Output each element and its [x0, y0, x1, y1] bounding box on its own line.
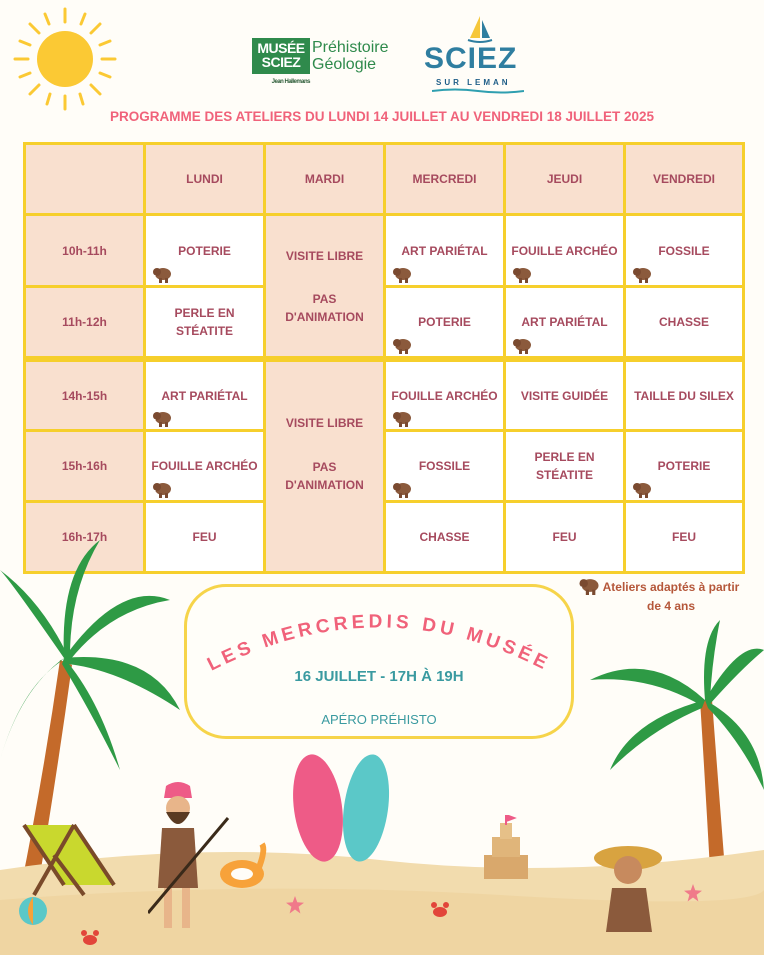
workshop-label: CHASSE: [658, 315, 709, 329]
logo-prehistoire: Préhistoire: [312, 39, 389, 56]
crab-icon: [430, 900, 450, 920]
starfish-icon: [684, 884, 702, 902]
workshop-cell: [626, 288, 742, 356]
logo-sciez: SCIEZ: [424, 42, 518, 75]
workshop-label: FEU: [192, 530, 217, 544]
workshop-label: FOSSILE: [658, 243, 710, 258]
workshop-cell: [506, 432, 623, 500]
schedule-table: [23, 142, 745, 574]
logo-geologie: Géologie: [312, 56, 377, 73]
workshop-label: PERLE EN STÉATITE: [174, 306, 235, 338]
workshop-cell: [506, 288, 623, 356]
workshop-cell: [386, 432, 503, 500]
workshop-label: FEU: [552, 530, 577, 544]
wave-icon: [432, 88, 524, 94]
column-header: MERCREDI: [386, 145, 503, 213]
workshop-label: ART PARIÉTAL: [161, 388, 248, 403]
mammoth-icon: [632, 266, 652, 283]
beach-ball-icon: [18, 896, 48, 926]
workshop-label: FOUILLE ARCHÉO: [151, 459, 258, 473]
workshop-cell: [506, 503, 623, 571]
workshop-label: VISITE LIBRE: [285, 248, 364, 263]
workshop-cell: [146, 362, 263, 429]
workshop-cell: [626, 362, 742, 429]
time-slot: 16h-17h: [26, 503, 143, 571]
workshop-cell: [626, 432, 742, 500]
table-corner: [26, 145, 143, 213]
workshop-label: TAILLE DU SILEX: [634, 388, 734, 403]
workshop-cell: [386, 503, 503, 571]
workshop-label: POTERIE: [418, 315, 471, 329]
event-title-text: LES MERCREDIS DU MUSÉE: [204, 611, 554, 676]
mammoth-icon: [152, 410, 172, 427]
child-icon: [592, 836, 672, 942]
workshop-cell-merged: [266, 362, 383, 571]
mammoth-icon: [152, 481, 172, 498]
workshop-cell: [146, 288, 263, 356]
time-slot: 11h-12h: [26, 288, 143, 356]
workshop-label: FOUILLE ARCHÉO: [391, 388, 498, 403]
workshop-label: VISITE GUIDÉE: [520, 388, 609, 403]
mammoth-icon: [392, 481, 412, 498]
mammoth-icon: [392, 337, 412, 354]
workshop-cell: [386, 216, 503, 285]
svg-text:LES MERCREDIS DU MUSÉE: [204, 611, 554, 675]
sun-icon: [10, 4, 120, 114]
workshop-cell: [626, 216, 742, 285]
workshop-label: ART PARIÉTAL: [401, 243, 488, 258]
caveman-icon: [148, 778, 238, 938]
workshop-cell: [506, 216, 623, 285]
workshop-cell: [146, 216, 263, 285]
mammoth-icon: [632, 481, 652, 498]
workshop-cell: [626, 503, 742, 571]
mammoth-icon: [152, 266, 172, 283]
workshop-label: VISITE LIBRE: [285, 416, 364, 430]
musee-logo: [252, 38, 310, 85]
workshop-cell-merged: [266, 216, 383, 356]
logo-musee-line-2: SCIEZ: [261, 54, 301, 70]
column-header: MARDI: [266, 145, 383, 213]
workshop-label: PAS D'ANIMATION: [285, 460, 364, 492]
crab-icon: [80, 928, 100, 948]
time-slot: 14h-15h: [26, 362, 143, 429]
sandcastle-icon: [478, 815, 534, 881]
column-header: JEUDI: [506, 145, 623, 213]
surfboard-icon: [290, 752, 400, 864]
workshop-label: FOUILLE ARCHÉO: [511, 243, 618, 258]
logo-text: [312, 39, 388, 73]
column-header: LUNDI: [146, 145, 263, 213]
mammoth-icon: [392, 266, 412, 283]
logo-sur-leman: SUR LEMAN: [436, 78, 511, 87]
logo-musee-sub: Jean Hallemans: [271, 79, 310, 85]
time-slot: 10h-11h: [26, 216, 143, 285]
workshop-label: POTERIE: [178, 243, 231, 258]
sailboat-icon: [466, 14, 494, 44]
mammoth-icon: [392, 410, 412, 427]
time-slot: 15h-16h: [26, 432, 143, 500]
workshop-cell: [386, 362, 503, 429]
workshop-label: FOSSILE: [418, 459, 471, 473]
workshop-cell: [506, 362, 623, 429]
workshop-label: FEU: [672, 530, 696, 544]
workshop-label: POTERIE: [657, 459, 711, 473]
event-date: 16 JUILLET - 17H À 19H: [294, 668, 464, 685]
page-title: PROGRAMME DES ATELIERS DU LUNDI 14 JUILLET AU VENDREDI 18 JUILLET 2025: [109, 109, 655, 124]
workshop-cell: [146, 432, 263, 500]
workshop-cell: [386, 288, 503, 356]
event-activity: APÉRO PRÉHISTO: [321, 712, 437, 727]
mammoth-icon: [512, 266, 532, 283]
logo-musee-line-1: MUSÉE: [257, 40, 305, 56]
workshop-label: CHASSE: [419, 530, 470, 544]
mammoth-icon: [512, 337, 532, 354]
age-note: Ateliers adaptés à partir de 4 ans: [602, 580, 740, 613]
column-header: VENDREDI: [626, 145, 742, 213]
deckchair-icon: [14, 815, 134, 905]
workshop-label: ART PARIÉTAL: [521, 315, 608, 329]
workshop-label: PAS D'ANIMATION: [285, 291, 364, 324]
workshop-label: PERLE EN STÉATITE: [534, 450, 595, 482]
starfish-icon: [286, 896, 304, 914]
